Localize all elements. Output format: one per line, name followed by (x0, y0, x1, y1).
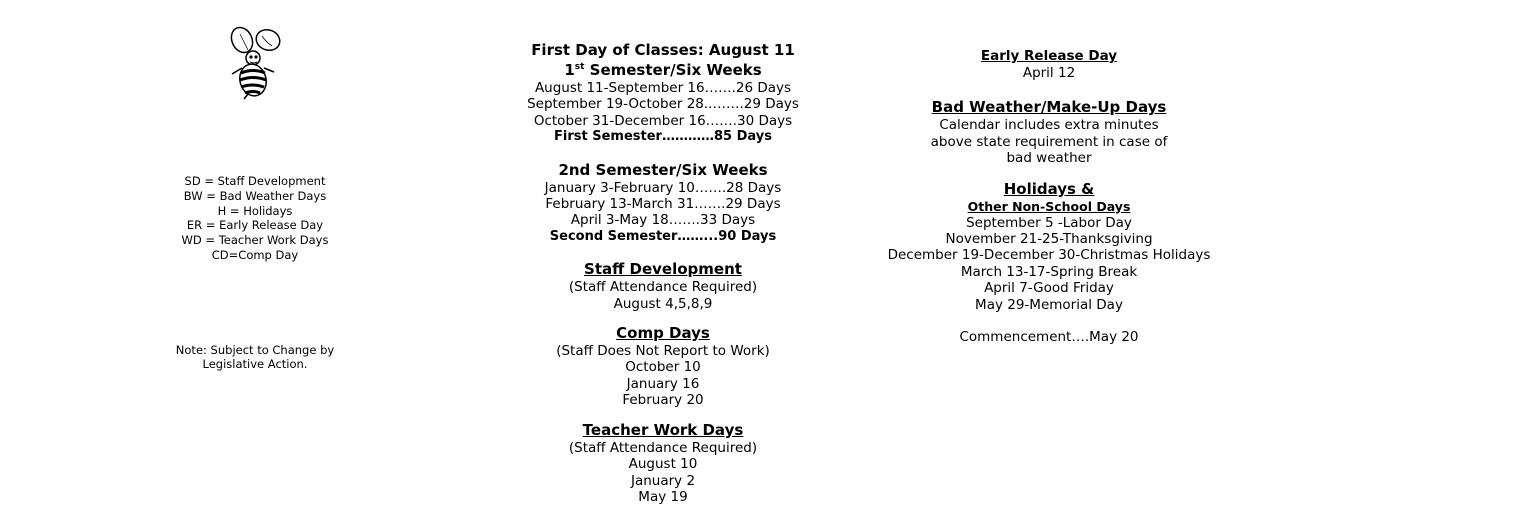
teacher-work-day-date: August 10 (628, 456, 698, 473)
note-line: Note: Subject to Change by (175, 342, 335, 357)
right-column (880, 48, 1218, 345)
legend-item-bw: BW = Bad Weather Days (183, 188, 327, 203)
holiday-item: April 7-Good Friday (984, 280, 1114, 297)
legend (150, 174, 360, 263)
legend-item-h: H = Holidays (217, 203, 293, 218)
holiday-item: September 5 -Labor Day (966, 214, 1132, 231)
comp-day-date: October 10 (625, 359, 701, 376)
holiday-item: November 21-25-Thanksgiving (945, 231, 1153, 248)
holidays-heading: Holidays & (1003, 179, 1095, 198)
staff-development-dates: August 4,5,8,9 (613, 295, 713, 312)
semester-1-period: October 31-December 16…….30 Days (533, 112, 793, 129)
teacher-work-days-heading: Teacher Work Days (582, 420, 744, 439)
semester-1-period: September 19-October 28..…….29 Days (527, 96, 799, 113)
staff-development-heading: Staff Development (584, 260, 742, 279)
staff-development-note: (Staff Attendance Required) (568, 279, 758, 296)
comp-days-note: (Staff Does Not Report to Work) (556, 343, 770, 360)
bad-weather-text: above state requirement in case of (930, 133, 1168, 150)
holiday-item: May 29-Memorial Day (975, 296, 1123, 313)
semester-2-period: January 3-February 10…….28 Days (544, 179, 782, 196)
hornet-mascot-logo (220, 26, 290, 100)
semester-1-total: First Semester…………85 Days (554, 129, 772, 145)
early-release-heading: Early Release Day (980, 48, 1118, 64)
legend-item-sd: SD = Staff Development (184, 174, 326, 188)
holiday-item: December 19-December 30-Christmas Holidays (887, 247, 1211, 264)
holidays-subheading: Other Non-School Days (967, 198, 1131, 214)
semester-2-heading: 2nd Semester/Six Weeks (558, 160, 768, 179)
bad-weather-text: Calendar includes extra minutes (939, 117, 1159, 134)
semester-1-period: August 11-September 16…….26 Days (534, 80, 792, 96)
comp-day-date: January 16 (626, 375, 700, 392)
semester-1-heading-number: 1 (564, 61, 575, 79)
semester-1-heading (513, 60, 813, 80)
comp-days-heading: Comp Days (616, 324, 710, 343)
semester-1-heading-ordinal: st (574, 62, 585, 72)
left-column (150, 26, 360, 372)
middle-column (513, 40, 813, 505)
note-line: Legislative Action. (202, 357, 308, 372)
legend-item-er: ER = Early Release Day (186, 218, 324, 233)
holiday-item: March 13-17-Spring Break (960, 263, 1138, 280)
change-note (150, 343, 360, 372)
first-day-heading: First Day of Classes: August 11 (531, 41, 795, 59)
legend-item-cd: CD=Comp Day (211, 247, 299, 262)
bad-weather-text: bad weather (1006, 150, 1092, 167)
bad-weather-heading: Bad Weather/Make-Up Days (931, 98, 1167, 117)
teacher-work-days-note: (Staff Attendance Required) (568, 439, 758, 456)
commencement-date: Commencement….May 20 (959, 329, 1139, 346)
semester-1-heading-text: Semester/Six Weeks (584, 61, 762, 79)
teacher-work-day-date: May 19 (638, 488, 688, 505)
semester-2-period: February 13-March 31…….29 Days (545, 196, 781, 213)
teacher-work-day-date: January 2 (630, 472, 696, 489)
comp-day-date: February 20 (622, 392, 704, 409)
semester-2-total: Second Semester……...90 Days (549, 228, 777, 244)
early-release-date: April 12 (1022, 65, 1076, 81)
semester-2-period: April 3-May 18…….33 Days (570, 212, 756, 229)
legend-item-wd: WD = Teacher Work Days (181, 233, 329, 248)
